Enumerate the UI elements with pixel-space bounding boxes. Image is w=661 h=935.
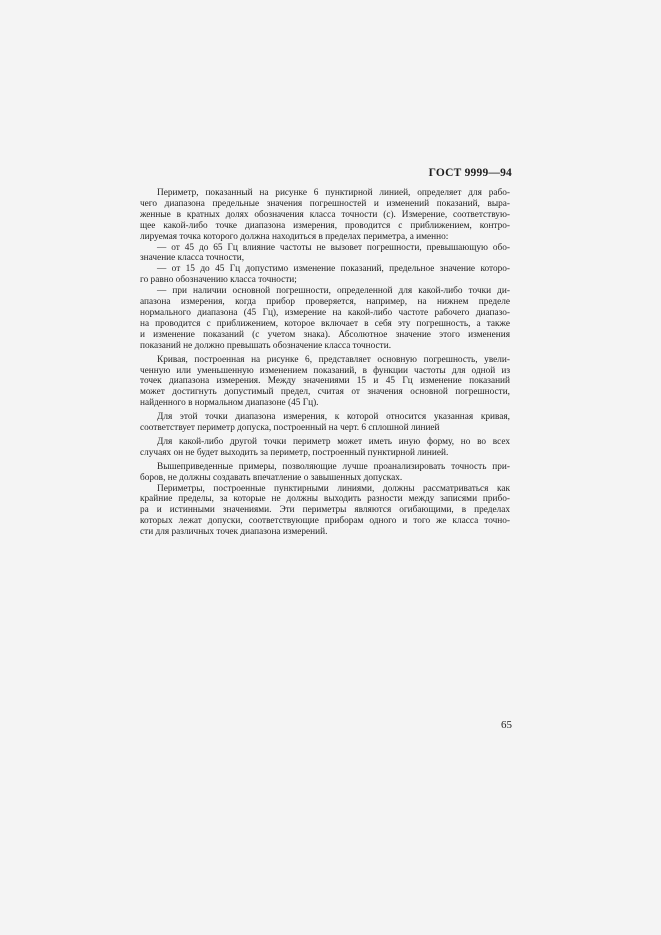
- text-line: соответствует периметр допуска, построенный на черт. 6 сплошной линией: [140, 423, 440, 434]
- text-line: крайние пределы, за которые не должны выходить разности между записями прибо-: [140, 494, 510, 505]
- text-line: щее какой-либо точке диапазона измерения, проводится с приближением, контро-: [140, 220, 510, 231]
- text-line: случаях он не будет выходить за периметр, построенный пунктирной линией.: [140, 447, 449, 458]
- standard-header: ГОСТ 9999—94: [428, 167, 512, 179]
- text-line: Вышеприведенные примеры, позволяющие лучше проанализировать точность при-: [157, 461, 510, 472]
- text-line: которых лежат допуски, соответствующие приборам одного и того же класса точно-: [140, 516, 510, 527]
- text-line: — от 45 до 65 Гц влияние частоты не вызовет погрешности, превышающую обо-: [157, 242, 510, 253]
- paragraph-perimeters: [140, 484, 510, 539]
- text-line: показаний не должно превышать обозначение класса точности.: [140, 340, 392, 351]
- page-number: 65: [501, 719, 512, 731]
- text-line: Периметр, показанный на рисунке 6 пунктирной линией, определяет для рабо-: [157, 188, 510, 198]
- text-line: на проводится с приближением, которое включает в себя эту погрешность, а также: [140, 318, 510, 329]
- paragraph-other-point: [140, 437, 510, 459]
- text-line: лируемая точка которого должна находиться в пределах периметра, а именно:: [140, 231, 449, 242]
- text-line: Для какой-либо другой точки периметр может иметь иную форму, но во всех: [157, 436, 510, 447]
- text-line: ра и истинными значениями. Эти периметры являются огибающими, в пределах: [140, 505, 510, 516]
- text-line: го равно обозначению класса точности;: [140, 275, 297, 286]
- text-line: Периметры, построенные пунктирными линиями, должны рассматриваться как: [157, 483, 510, 494]
- text-line: апазона измерения, когда прибор проверяется, например, на нижнем пределе: [140, 297, 510, 308]
- text-line: нормального диапазона (45 Гц), измерение на какой-либо частоте рабочего диапазо-: [140, 307, 510, 318]
- text-line: Для этой точки диапазона измерения, к которой относится указанная кривая,: [157, 412, 510, 423]
- body-text: [140, 188, 510, 538]
- paragraph-examples: [140, 462, 510, 484]
- list-item: [140, 286, 510, 351]
- paragraph-point: [140, 412, 510, 434]
- text-line: найденного в нормальном диапазоне (45 Гц).: [140, 398, 319, 409]
- text-line: ченную или уменьшенную изменением показаний, в функции частоты для одной из: [140, 365, 510, 376]
- text-line: — при наличии основной погрешности, определенной для какой-либо точки ди-: [157, 286, 510, 297]
- list-item: [140, 264, 510, 286]
- text-line: может достигнуть допустимый предел, считая от значения основной погрешности,: [140, 387, 510, 398]
- paragraph-curve: [140, 355, 510, 410]
- text-line: женные в кратных долях обозначения класса точности (с). Измерение, соответствую-: [140, 209, 510, 220]
- text-line: значение класса точности,: [140, 253, 245, 264]
- text-line: Кривая, построенная на рисунке 6, представляет основную погрешность, увели-: [157, 354, 510, 365]
- text-line: сти для различных точек диапазона измерений.: [140, 527, 328, 538]
- text-line: боров, не должны создавать впечатление о завышенных допусках.: [140, 472, 403, 483]
- list-item: [140, 243, 510, 265]
- paragraph-perimeter: [140, 188, 510, 243]
- text-line: чего диапазона предельные значения погрешностей и изменений показаний, выра-: [140, 198, 510, 209]
- text-line: точек диапазона измерения. Между значениями 15 и 45 Гц изменение показаний: [140, 376, 510, 387]
- text-line: — от 15 до 45 Гц допустимо изменение показаний, предельное значение которо-: [157, 264, 510, 275]
- text-line: и изменение показаний (с учетом знака). Абсолютное значение этого изменения: [140, 329, 510, 340]
